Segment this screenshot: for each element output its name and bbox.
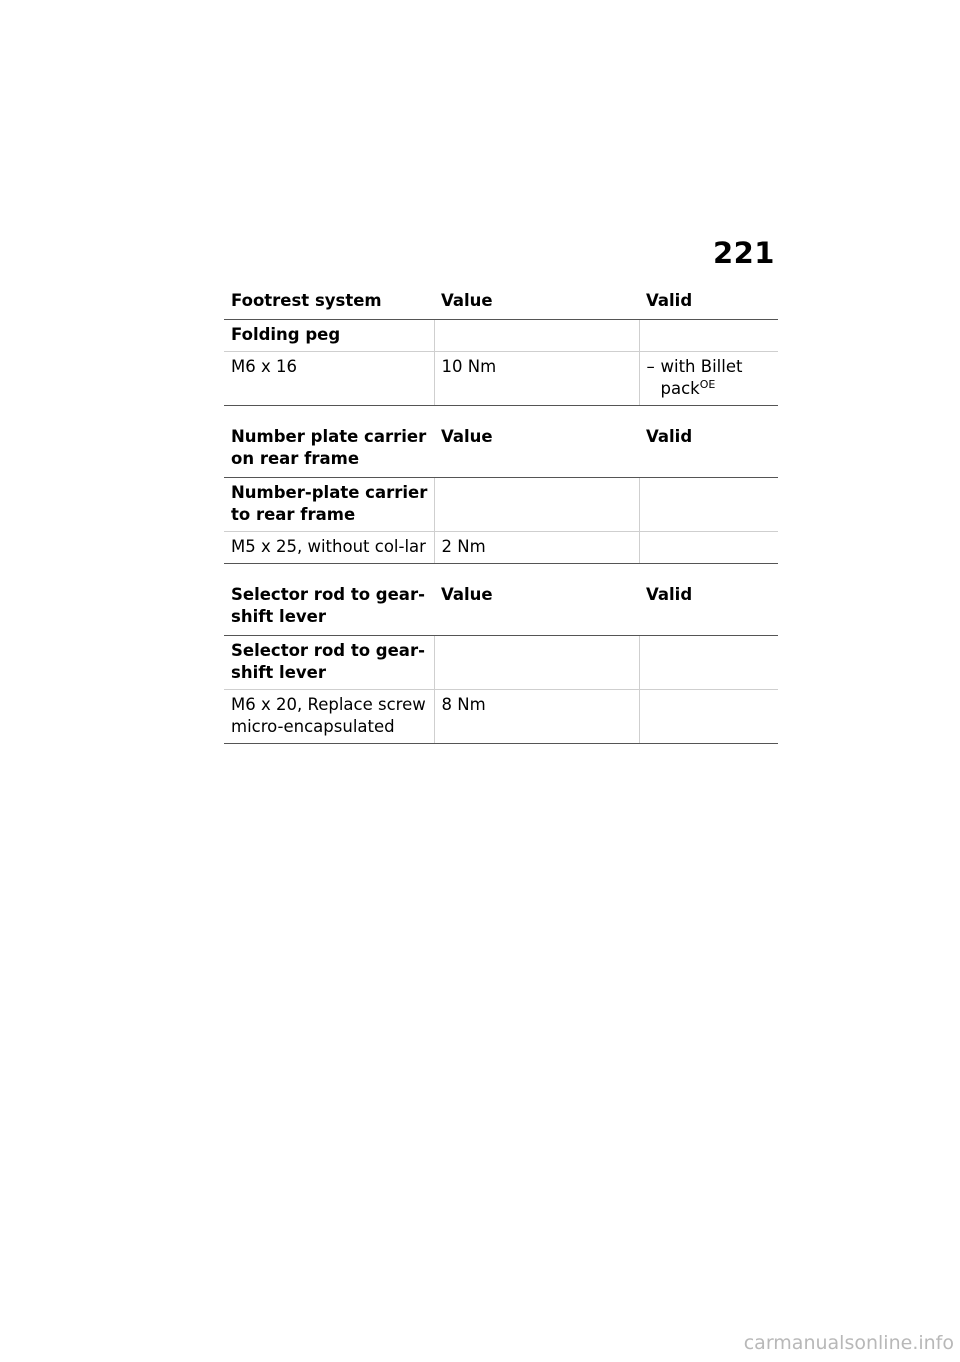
column-header-valid: Valid xyxy=(639,582,778,636)
selector-rod-table xyxy=(224,582,778,744)
table-header-row xyxy=(224,582,778,636)
spec-cell: M6 x 20, Replace screw micro-encapsulated xyxy=(224,690,434,744)
subheader-label: Selector rod to gear-shift lever xyxy=(224,636,434,690)
page-number: 221 xyxy=(712,236,775,270)
column-header-component: Footrest system xyxy=(224,288,434,320)
empty-cell xyxy=(639,320,778,352)
footrest-system-table xyxy=(224,288,778,406)
spec-cell: M5 x 25, without col-lar xyxy=(224,532,434,564)
column-header-component: Number plate carrier on rear frame xyxy=(224,424,434,478)
torque-tables xyxy=(224,288,778,744)
table-subheader-row xyxy=(224,320,778,352)
empty-cell xyxy=(639,478,778,532)
table-row xyxy=(224,690,778,744)
table-row xyxy=(224,532,778,564)
column-header-valid: Valid xyxy=(639,288,778,320)
subheader-label: Number-plate carrier to rear frame xyxy=(224,478,434,532)
value-cell: 2 Nm xyxy=(434,532,639,564)
valid-cell xyxy=(639,690,778,744)
subheader-label: Folding peg xyxy=(224,320,434,352)
table-header-row xyxy=(224,424,778,478)
value-cell: 8 Nm xyxy=(434,690,639,744)
table-row xyxy=(224,352,778,406)
column-header-value: Value xyxy=(434,582,639,636)
empty-cell xyxy=(434,636,639,690)
column-header-value: Value xyxy=(434,288,639,320)
valid-list-item xyxy=(647,356,773,400)
footer-watermark[interactable]: carmanualsonline.info xyxy=(743,1332,954,1354)
empty-cell xyxy=(639,636,778,690)
table-subheader-row xyxy=(224,636,778,690)
column-header-value: Value xyxy=(434,424,639,478)
valid-condition: with Billet pack$^{OE}$ xyxy=(660,357,743,398)
valid-cell xyxy=(639,352,778,406)
spec-cell: M6 x 16 xyxy=(224,352,434,406)
empty-cell xyxy=(434,320,639,352)
option-superscript: OE xyxy=(699,378,716,391)
column-header-valid: Valid xyxy=(639,424,778,478)
empty-cell xyxy=(434,478,639,532)
table-header-row xyxy=(224,288,778,320)
valid-cell xyxy=(639,532,778,564)
dash-bullet: – xyxy=(646,357,655,376)
value-cell: 10 Nm xyxy=(434,352,639,406)
number-plate-carrier-table xyxy=(224,424,778,564)
table-subheader-row xyxy=(224,478,778,532)
column-header-component: Selector rod to gear-shift lever xyxy=(224,582,434,636)
